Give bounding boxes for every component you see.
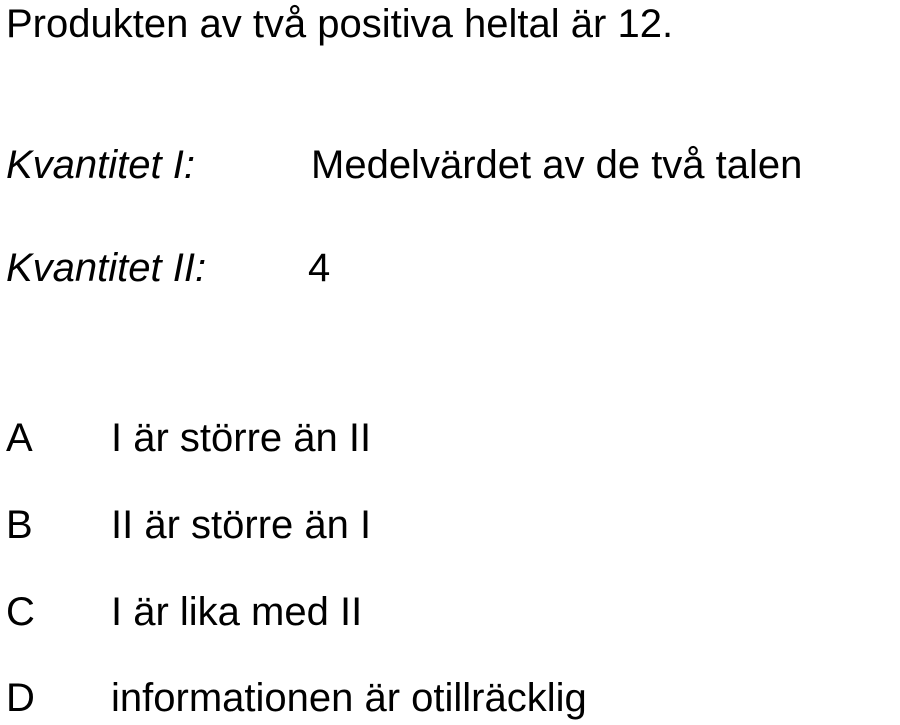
option-a-text: I är större än II	[111, 416, 372, 460]
quantity-1-value: Medelvärdet av de två talen	[311, 143, 803, 187]
option-a-letter: A	[6, 416, 33, 460]
quantity-2-label: Kvantitet II:	[6, 246, 207, 290]
quantity-1-label: Kvantitet I:	[6, 143, 195, 187]
option-b-text: II är större än I	[111, 503, 372, 547]
option-c-letter: C	[6, 590, 35, 634]
option-d-letter: D	[6, 676, 35, 720]
option-c-text: I är lika med II	[111, 590, 363, 634]
problem-statement: Produkten av två positiva heltal är 12.	[6, 2, 674, 46]
option-b-letter: B	[6, 503, 33, 547]
quantity-2-value: 4	[308, 246, 331, 290]
option-d-text: informationen är otillräcklig	[111, 676, 587, 720]
